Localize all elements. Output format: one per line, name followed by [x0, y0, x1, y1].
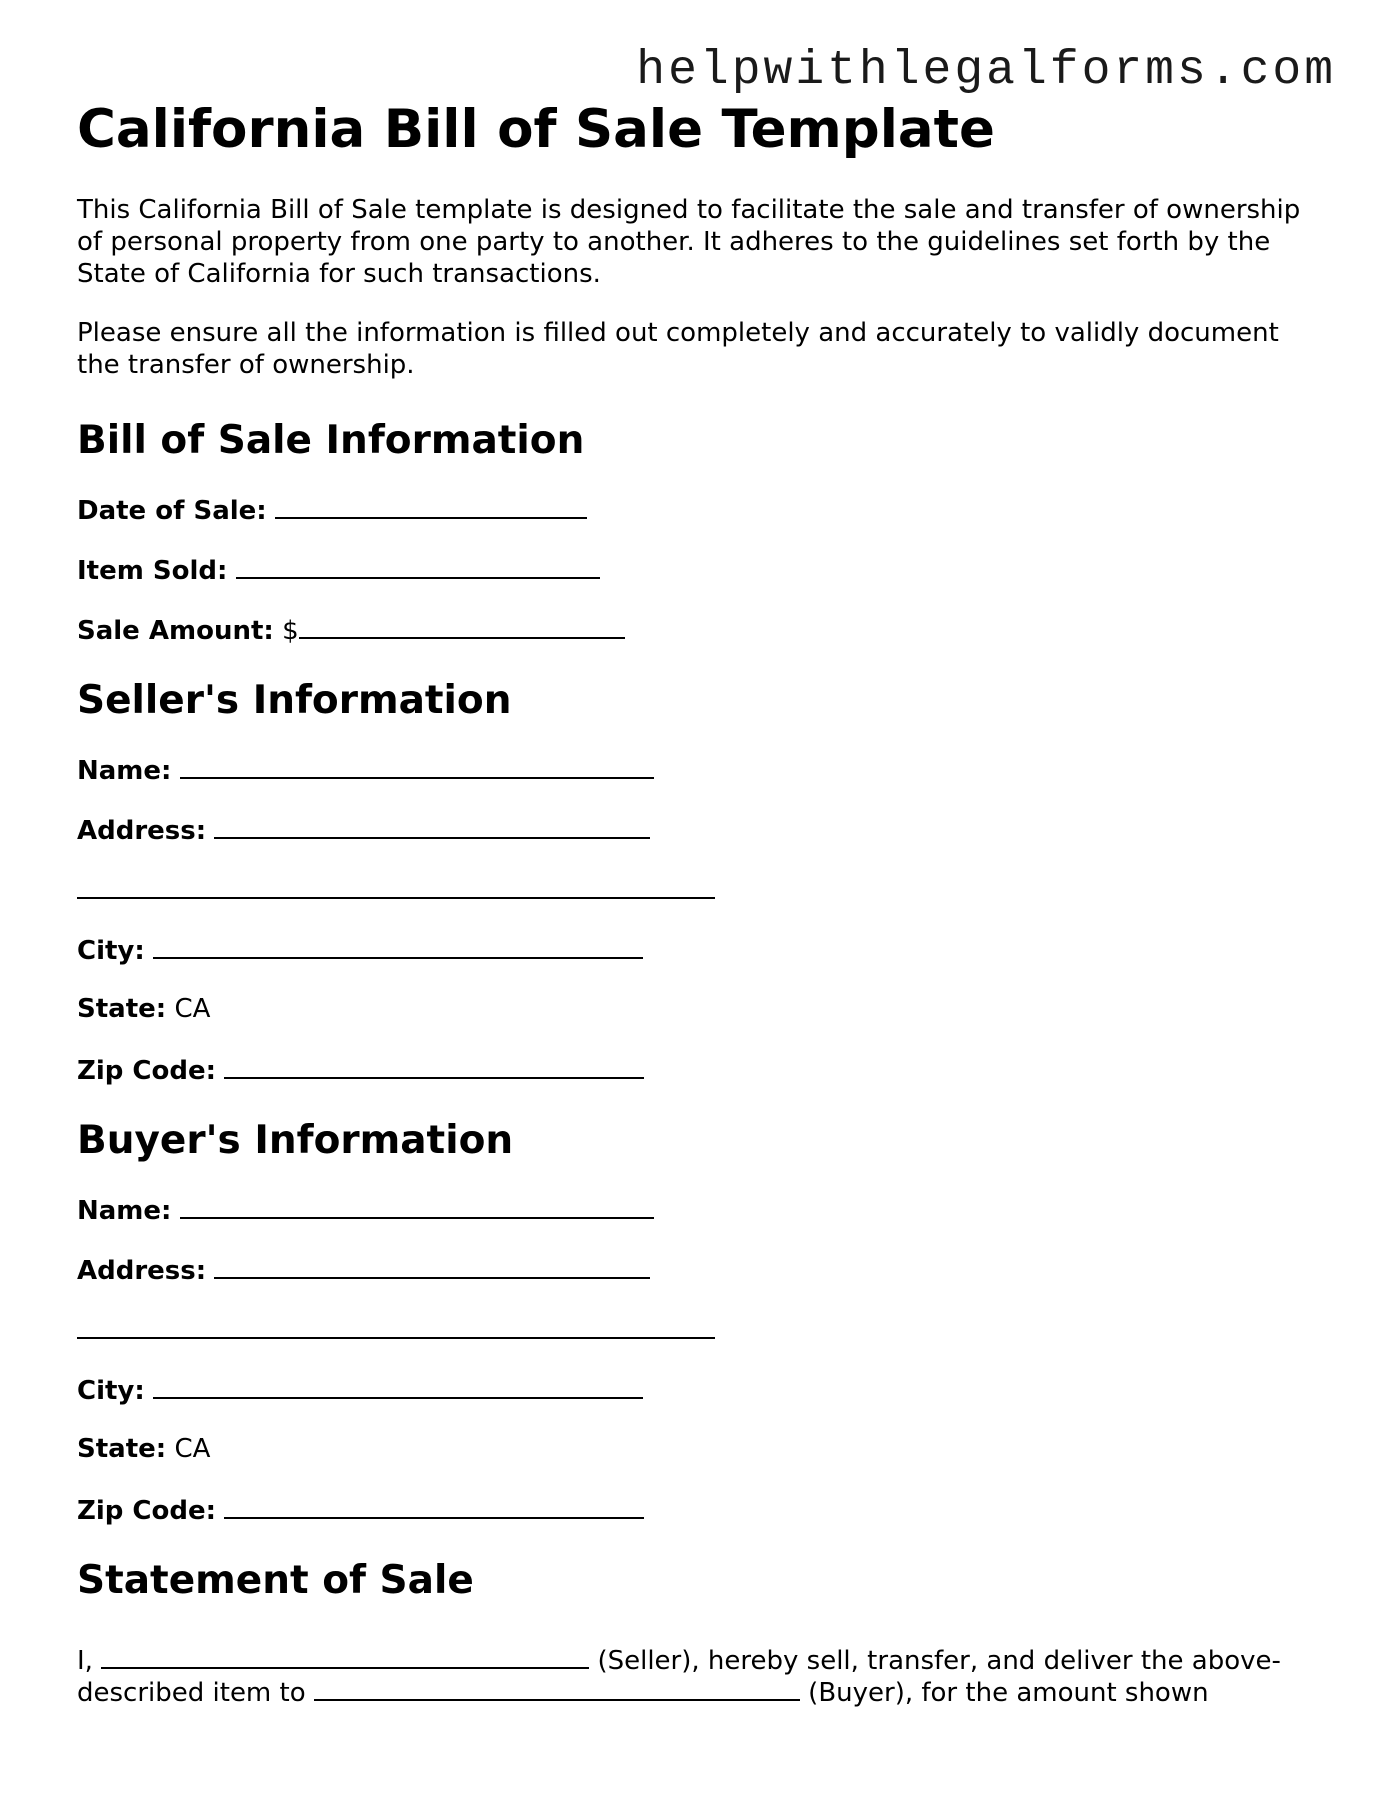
statement-part-3: (Buyer), for the amount shown — [808, 1678, 1209, 1708]
buyer-zip-row — [77, 1493, 1327, 1525]
page-title: California Bill of Sale Template — [77, 99, 995, 160]
statement-heading: Statement of Sale — [77, 1558, 474, 1603]
buyer-address-blank[interactable] — [214, 1253, 650, 1279]
buyer-name-row — [77, 1193, 1327, 1225]
item-sold-blank[interactable] — [236, 553, 600, 579]
seller-name-blank[interactable] — [180, 753, 654, 779]
buyer-city-row — [77, 1373, 1327, 1405]
seller-state-value: CA — [174, 994, 211, 1024]
seller-name-row — [77, 753, 1327, 785]
date-of-sale-row — [77, 493, 1327, 525]
intro-paragraph-1: This California Bill of Sale template is designed to facilitate the sale and transfer of ownership of personal property from one party to another. It adheres to the guidelines set forth by the State of California for such transactions. — [77, 195, 1301, 289]
buyer-address-line-2-row — [77, 1313, 1327, 1345]
buyer-city-blank[interactable] — [153, 1373, 643, 1399]
seller-address-line-2-row — [77, 873, 1327, 905]
seller-zip-label: Zip Code: — [77, 1056, 217, 1086]
item-sold-row — [77, 553, 1327, 585]
sale-amount-blank[interactable] — [299, 613, 625, 639]
buyer-address-line-2-blank[interactable] — [77, 1313, 715, 1339]
buyer-state-label: State: — [77, 1434, 167, 1464]
statement-text — [77, 1645, 1327, 1709]
statement-part-1: I, — [77, 1646, 93, 1676]
buyer-info-heading: Buyer's Information — [77, 1118, 514, 1163]
seller-state-label: State: — [77, 994, 167, 1024]
sale-amount-label: Sale Amount: — [77, 616, 274, 646]
seller-name-label: Name: — [77, 756, 172, 786]
buyer-state-value: CA — [174, 1434, 211, 1464]
buyer-address-row — [77, 1253, 1327, 1285]
bill-info-heading: Bill of Sale Information — [77, 418, 585, 463]
seller-address-label: Address: — [77, 816, 207, 846]
seller-city-label: City: — [77, 936, 145, 966]
sale-amount-row — [77, 613, 1327, 645]
seller-city-row — [77, 933, 1327, 965]
site-watermark: helpwithlegalforms.com — [636, 44, 1336, 98]
buyer-city-label: City: — [77, 1376, 145, 1406]
seller-address-blank[interactable] — [214, 813, 650, 839]
seller-zip-blank[interactable] — [224, 1053, 644, 1079]
sale-amount-currency: $ — [282, 616, 299, 646]
buyer-name-statement-blank[interactable] — [314, 1677, 800, 1701]
buyer-zip-blank[interactable] — [224, 1493, 644, 1519]
date-of-sale-label: Date of Sale: — [77, 496, 267, 526]
buyer-name-label: Name: — [77, 1196, 172, 1226]
buyer-address-label: Address: — [77, 1256, 207, 1286]
seller-name-statement-blank[interactable] — [101, 1645, 589, 1669]
buyer-state-row — [77, 1433, 1327, 1465]
buyer-name-blank[interactable] — [180, 1193, 654, 1219]
seller-address-row — [77, 813, 1327, 845]
item-sold-label: Item Sold: — [77, 556, 228, 586]
seller-state-row — [77, 993, 1327, 1025]
seller-city-blank[interactable] — [153, 933, 643, 959]
seller-info-heading: Seller's Information — [77, 678, 512, 723]
document-page — [77, 92, 1327, 1709]
date-of-sale-blank[interactable] — [275, 493, 587, 519]
intro-paragraph-2: Please ensure all the information is filled out completely and accurately to validly document the transfer of ownership. — [77, 318, 1279, 380]
statement-part-2: (Seller), hereby sell, transfer, and deliver the above-described item to — [77, 1646, 1281, 1708]
seller-address-line-2-blank[interactable] — [77, 873, 715, 899]
buyer-zip-label: Zip Code: — [77, 1496, 217, 1526]
seller-zip-row — [77, 1053, 1327, 1085]
